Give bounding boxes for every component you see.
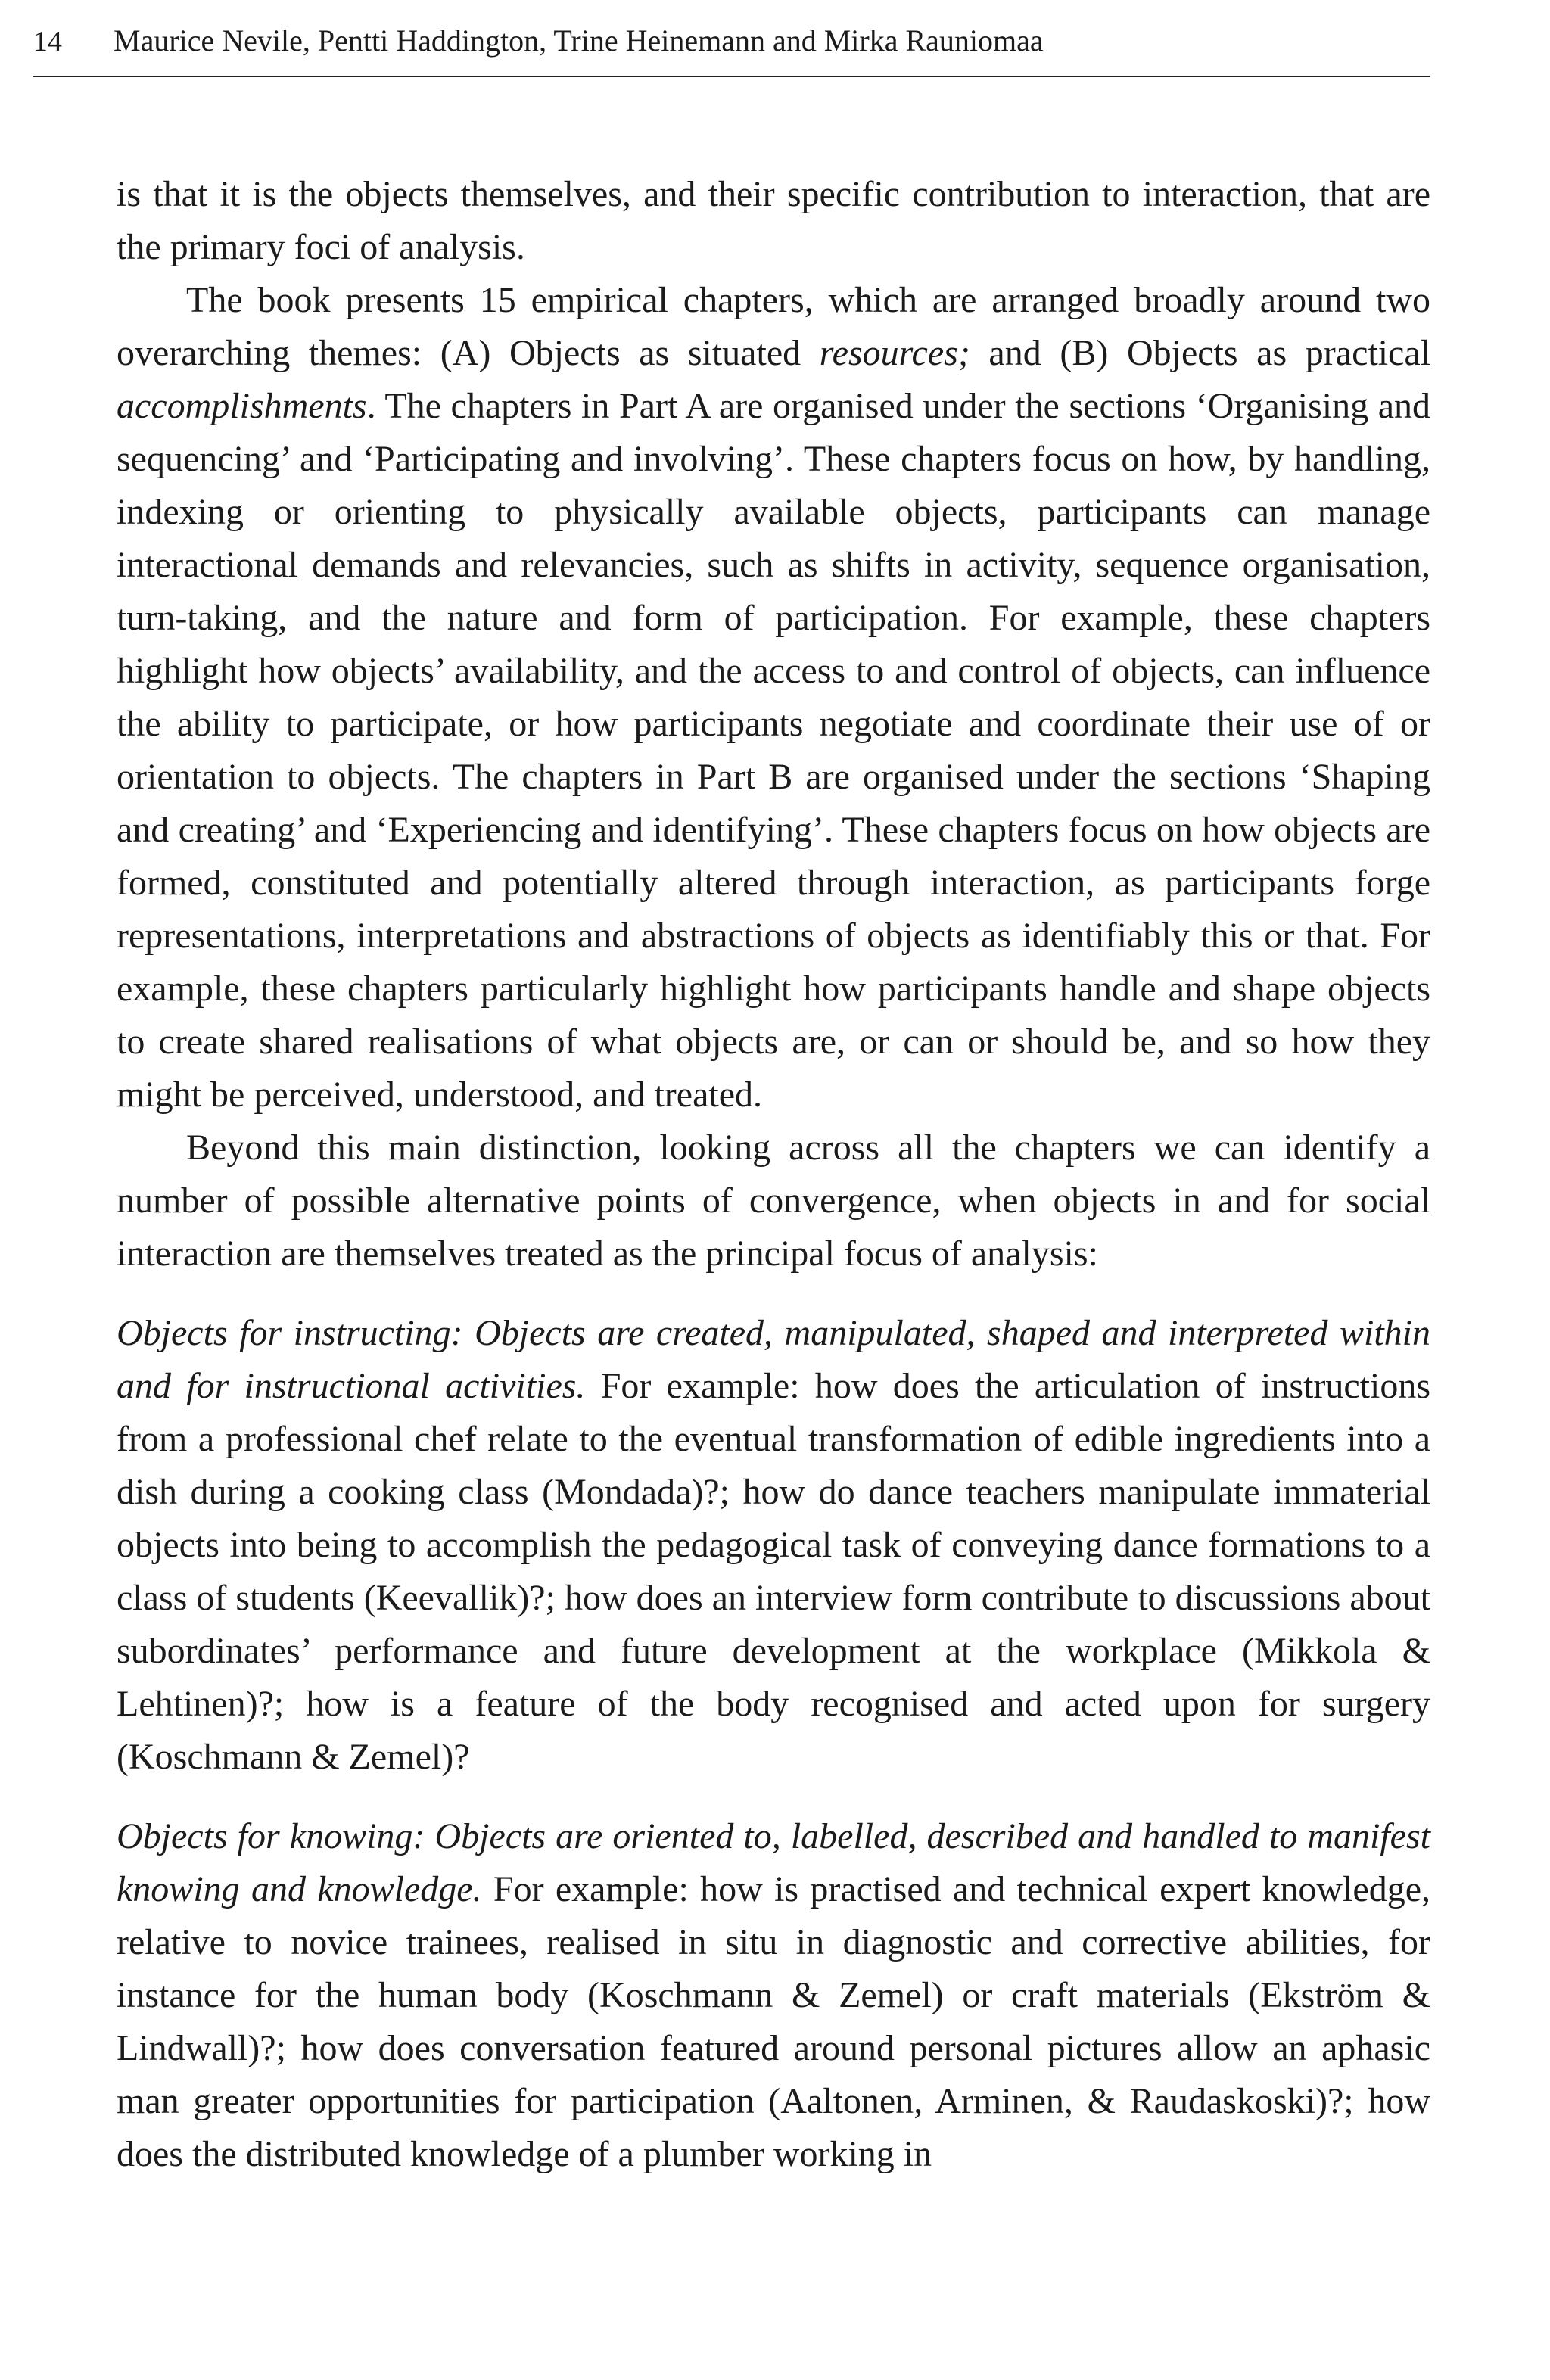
paragraph-3: Beyond this main distinction, looking across all the chapters we can identify a number of possible alternative points of convergence, when objects in and for social interaction are themselves treated as the principal focus of analysis: xyxy=(117,1128,1430,1274)
objects-for-instructing-heading: Objects for instructing: Objects are created, manipulated, shaped and interpreted within and for instructional activities. xyxy=(117,1313,1430,1406)
running-head xyxy=(33,18,1430,64)
paragraph-2-emphasis-accomplishments: accomplishments xyxy=(117,386,367,426)
running-head-authors: Maurice Nevile, Pentti Haddington, Trine Heinemann and Mirka Rauniomaa xyxy=(114,23,1044,58)
paragraph-objects-for-knowing xyxy=(117,1810,1430,2181)
objects-for-knowing-heading: Objects for knowing: Objects are oriented to, labelled, described and handled to manifest knowing and knowledge. xyxy=(117,1816,1430,1909)
paragraph-2-emphasis-resources: resources; xyxy=(819,333,970,373)
paragraph-2-part-c: . The chapters in Part A are organised under the sections ‘Organising and sequencing’ and ‘Participating and involving’. These chapters focus on how, by handling, indexing or orienting to physically available objects, participants can manage interactional demands and relevancies, such as shifts in activity, sequence organisation, turn-taking, and the nature and form of participation. For example, these chapters highlight how objects’ availability, and the access to and control of objects, can influence the ability to participate, or how participants negotiate and coordinate their use of or orientation to objects. The chapters in Part B are organised under the sections ‘Shaping and creating’ and ‘Experiencing and identifying’. These chapters focus on how objects are formed, constituted and potentially altered through interaction, as participants forge representations, interpretations and abstractions of objects as identifiably this or that. For example, these chapters particularly highlight how participants handle and shape objects to create shared realisations of what objects are, or can or should be, and so how they might be perceived, understood, and treated. xyxy=(117,386,1430,1115)
paragraph-1: is that it is the objects themselves, and their specific contribution to interaction, that are the primary foci of analysis. xyxy=(117,174,1430,267)
paragraph-2-part-a: The book presents 15 empirical chapters, which are arranged broadly around two overarching themes: (A) Objects as situated xyxy=(117,280,1430,373)
header-rule xyxy=(33,76,1430,77)
paragraph-2 xyxy=(117,274,1430,1122)
body-text xyxy=(117,168,1430,2181)
objects-for-knowing-text: For example: how is practised and technical expert knowledge, relative to novice trainees, realised in situ in diagnostic and corrective abilities, for instance for the human body (Koschmann & Zemel) or craft materials (Ekström & Lindwall)?; how does conversation featured around personal pictures allow an aphasic man greater opportunities for participation (Aaltonen, Arminen, & Raudaskoski)?; how does the distributed knowledge of a plumber working in xyxy=(117,1869,1431,2174)
paragraph-2-part-b: and (B) Objects as practical xyxy=(970,333,1430,373)
objects-for-instructing-text: For example: how does the articulation of instructions from a professional chef relate to the eventual transformation of edible ingredients into a dish during a cooking class (Mondada)?; how do dance teachers manipulate immaterial objects into being to accomplish the pedagogical task of conveying dance formations to a class of students (Keevallik)?; how does an interview form contribute to discussions about subordinates’ performance and future development at the workplace (Mikkola & Lehtinen)?; how is a feature of the body recognised and acted upon for surgery (Koschmann & Zemel)? xyxy=(117,1366,1430,1777)
paragraph-objects-for-instructing xyxy=(117,1307,1430,1784)
page-number: 14 xyxy=(33,26,62,58)
